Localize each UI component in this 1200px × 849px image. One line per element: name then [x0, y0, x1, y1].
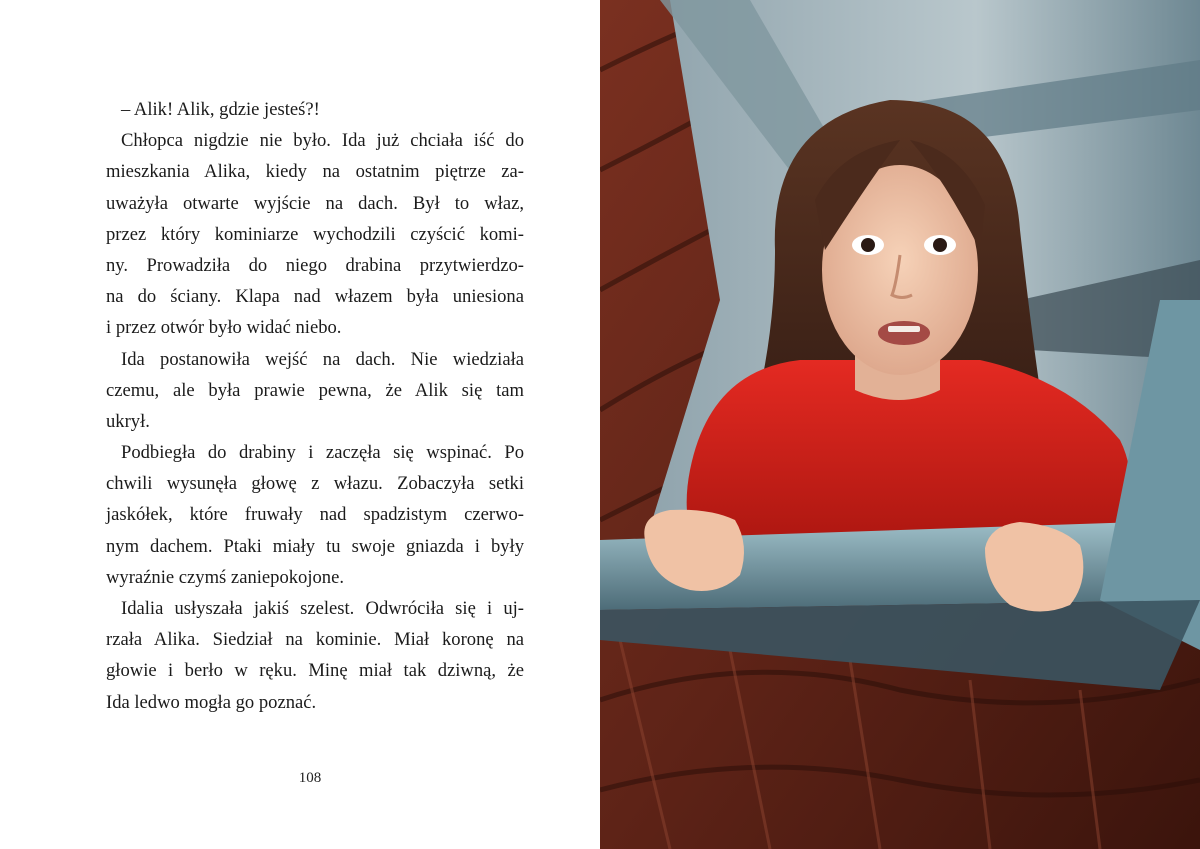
text-line: nym dachem. Ptaki miały tu swoje gniazda i były: [106, 535, 524, 557]
text-line: Ida postanowiła wejść na dach. Nie wiedziała: [121, 348, 524, 370]
page-number: 108: [298, 770, 322, 786]
text-line: Podbiegła do drabiny i zaczęła się wspinać. Po: [121, 442, 524, 464]
text-line: Chłopca nigdzie nie było. Ida już chciała iść do: [121, 130, 524, 152]
text-line: chwili wysunęła głowę z włazu. Zobaczyła setki: [106, 473, 524, 495]
text-line: na do ściany. Klapa nad włazem była uniesiona: [106, 286, 524, 308]
text-line: ukrył.: [106, 410, 150, 432]
text-line: czemu, ale była prawie pewna, że Alik się tam: [106, 379, 524, 401]
paragraph: [106, 125, 524, 343]
text-line: głowie i berło w ręku. Minę miał tak dziwną, że: [106, 660, 524, 682]
text-line: Idalia usłyszała jakiś szelest. Odwróciła się i uj-: [121, 598, 524, 619]
text-line: uważyła otwarte wyjście na dach. Był to właz,: [106, 192, 524, 214]
text-line: rzała Alika. Siedział na kominie. Miał koronę na: [106, 629, 524, 651]
girl-left-pupil: [861, 238, 875, 252]
text-line: Ida ledwo mogła go poznać.: [106, 691, 317, 713]
paragraph: [106, 437, 524, 593]
text-line: przez który kominiarze wychodzili czyścić komi-: [106, 223, 524, 245]
text-line: – Alik! Alik, gdzie jesteś?!: [121, 99, 320, 120]
text-line: wyraźnie czymś zaniepokojone.: [106, 566, 345, 588]
illustration-svg: [600, 0, 1200, 849]
text-line: i przez otwór było widać niebo.: [106, 317, 342, 339]
girl-right-pupil: [933, 238, 947, 252]
text-line: jaskółek, które fruwały nad spadzistym czerwo-: [106, 504, 524, 526]
text-line: ny. Prowadziła do niego drabina przytwierdzo-: [106, 254, 524, 276]
girl-mouth: [878, 321, 930, 345]
paragraph: [106, 94, 524, 125]
paragraph: [106, 344, 524, 438]
page-text: [106, 94, 524, 718]
illustration-girl-roof-hatch: [600, 0, 1200, 849]
text-line: mieszkania Alika, kiedy na ostatnim piętrze za-: [106, 161, 524, 183]
girl-teeth: [888, 326, 920, 332]
paragraph: [106, 593, 524, 718]
